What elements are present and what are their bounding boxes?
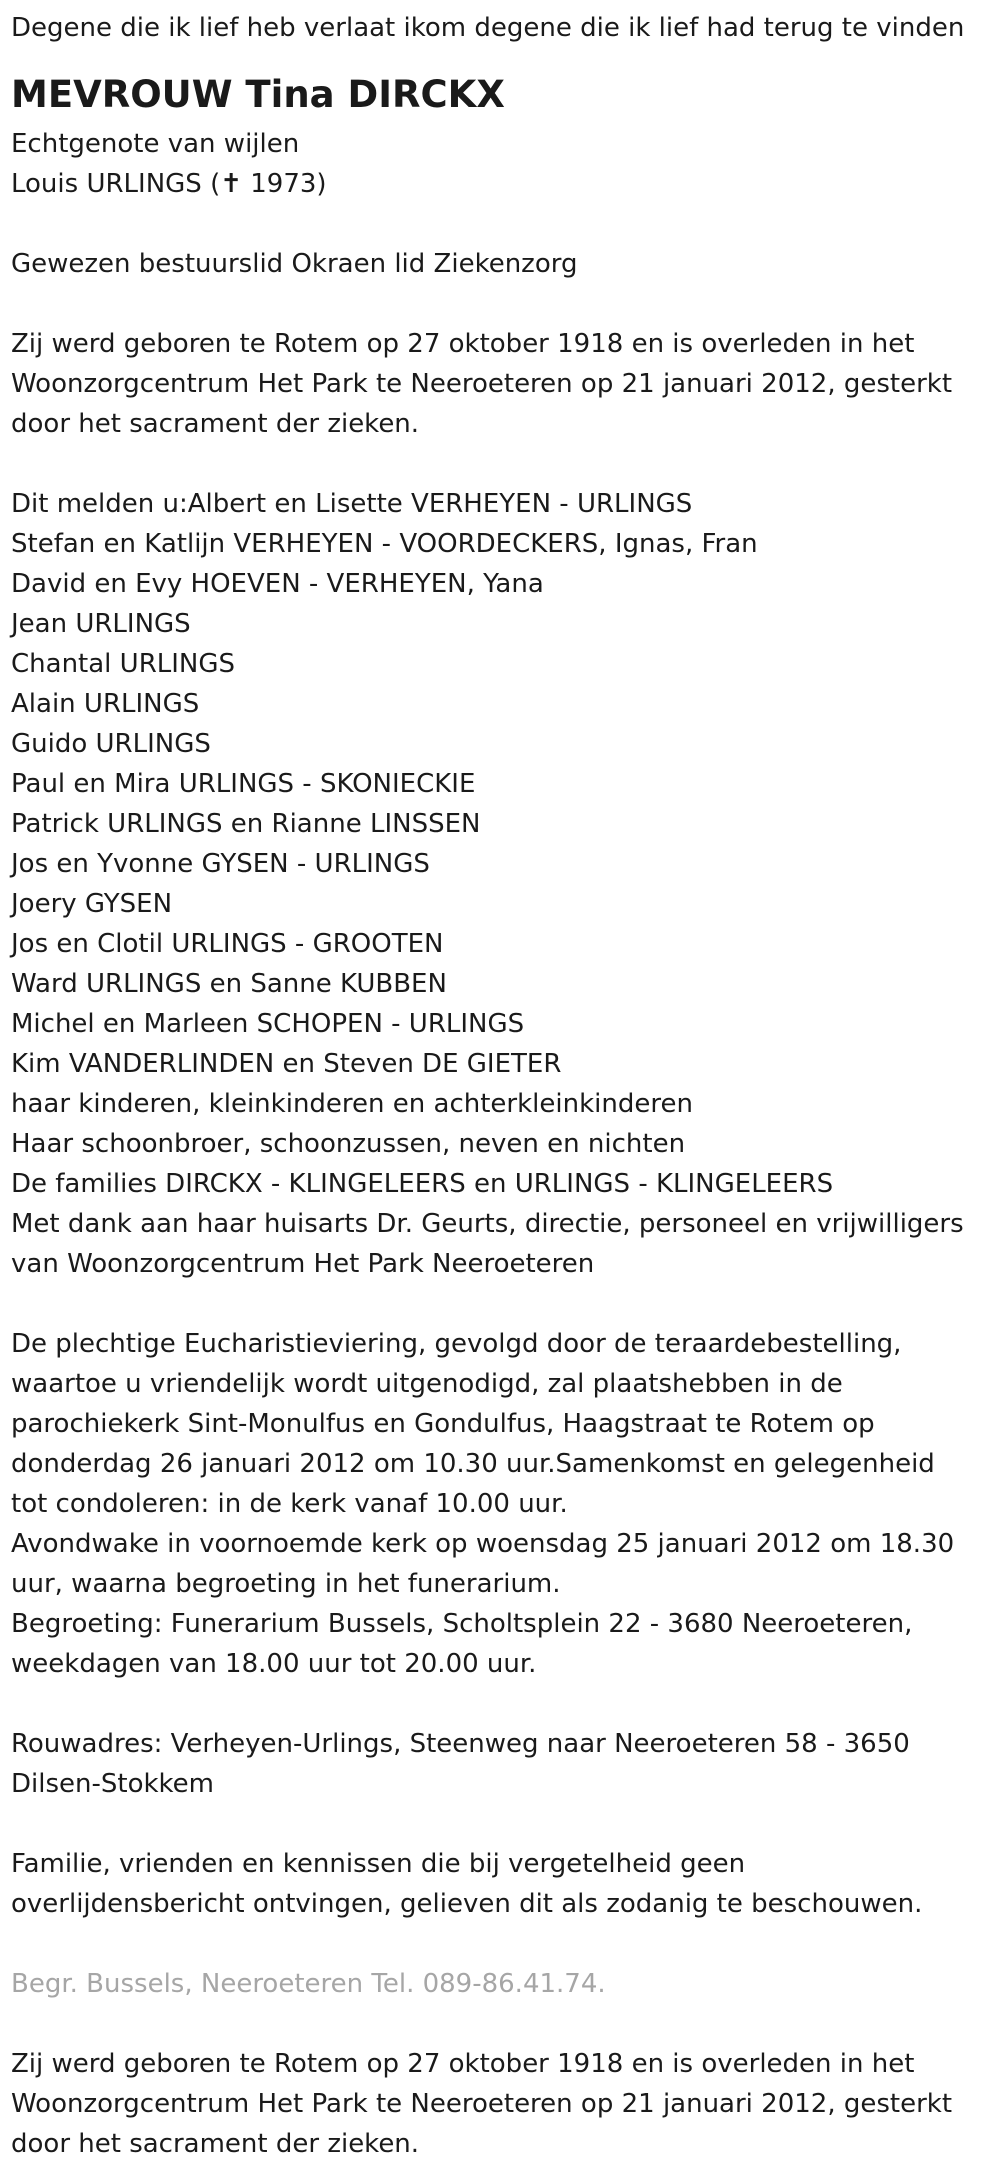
notice-paragraph bbox=[11, 1844, 996, 1924]
paragraph-line: door het sacrament der zieken. bbox=[11, 409, 420, 439]
spacer bbox=[11, 444, 996, 484]
list-item: Jos en Clotil URLINGS - GROOTEN bbox=[11, 929, 444, 959]
list-item: Jean URLINGS bbox=[11, 609, 191, 639]
paragraph-line: tot condoleren: in de kerk vanaf 10.00 uur. bbox=[11, 1489, 568, 1519]
paragraph-line: Begroeting: Funerarium Bussels, Scholtsplein 22 - 3680 Neeroeteren, bbox=[11, 1609, 913, 1639]
spacer bbox=[11, 204, 996, 244]
role-line: Gewezen bestuurslid Okraen lid Ziekenzorg bbox=[11, 249, 578, 279]
list-item: Ward URLINGS en Sanne KUBBEN bbox=[11, 969, 447, 999]
spouse-line: Echtgenote van wijlen bbox=[11, 129, 300, 159]
list-item: Michel en Marleen SCHOPEN - URLINGS bbox=[11, 1009, 525, 1039]
address-paragraph bbox=[11, 1724, 996, 1804]
list-item: Dit melden u:Albert en Lisette VERHEYEN - URLINGS bbox=[11, 489, 693, 519]
paragraph-line: parochiekerk Sint-Monulfus en Gondulfus, Haagstraat te Rotem op bbox=[11, 1409, 875, 1439]
spacer bbox=[11, 1684, 996, 1724]
paragraph-line: waartoe u vriendelijk wordt uitgenodigd, zal plaatshebben in de bbox=[11, 1369, 843, 1399]
spacer bbox=[11, 1804, 996, 1844]
list-item: haar kinderen, kleinkinderen en achterkleinkinderen bbox=[11, 1089, 693, 1119]
list-item: van Woonzorgcentrum Het Park Neeroeteren bbox=[11, 1249, 595, 1279]
spouse-line: Louis URLINGS (✝ 1973) bbox=[11, 169, 327, 199]
ceremony-paragraph bbox=[11, 1324, 996, 1684]
paragraph-line: door het sacrament der zieken. bbox=[11, 2129, 420, 2159]
paragraph-line: De plechtige Eucharistieviering, gevolgd door de teraardebestelling, bbox=[11, 1329, 902, 1359]
list-item: Met dank aan haar huisarts Dr. Geurts, directie, personeel en vrijwilligers bbox=[11, 1209, 964, 1239]
list-item: Joery GYSEN bbox=[11, 889, 173, 919]
spacer bbox=[11, 1284, 996, 1324]
paragraph-line: Dilsen-Stokkem bbox=[11, 1769, 214, 1799]
list-item: Haar schoonbroer, schoonzussen, neven en nichten bbox=[11, 1129, 686, 1159]
list-item: Stefan en Katlijn VERHEYEN - VOORDECKERS, Ignas, Fran bbox=[11, 529, 758, 559]
paragraph-line: Zij werd geboren te Rotem op 27 oktober 1918 en is overleden in het bbox=[11, 329, 915, 359]
list-item: David en Evy HOEVEN - VERHEYEN, Yana bbox=[11, 569, 544, 599]
paragraph-line: donderdag 26 januari 2012 om 10.30 uur.Samenkomst en gelegenheid bbox=[11, 1449, 935, 1479]
list-item: Paul en Mira URLINGS - SKONIECKIE bbox=[11, 769, 476, 799]
obituary-notice bbox=[11, 8, 996, 2164]
announced-by-list bbox=[11, 484, 996, 1284]
paragraph-line: Avondwake in voornoemde kerk op woensdag 25 januari 2012 om 18.30 bbox=[11, 1529, 955, 1559]
paragraph-line: Woonzorgcentrum Het Park te Neeroeteren op 21 januari 2012, gesterkt bbox=[11, 2089, 953, 2119]
spacer bbox=[11, 2004, 996, 2044]
paragraph-line: uur, waarna begroeting in het funerarium. bbox=[11, 1569, 561, 1599]
birth-death-repeat-paragraph bbox=[11, 2044, 996, 2164]
birth-death-paragraph bbox=[11, 324, 996, 444]
motto: Degene die ik lief heb verlaat ikom degene die ik lief had terug te vinden bbox=[11, 13, 965, 43]
list-item: Chantal URLINGS bbox=[11, 649, 236, 679]
list-item: Patrick URLINGS en Rianne LINSSEN bbox=[11, 809, 481, 839]
funeral-home-line: Begr. Bussels, Neeroeteren Tel. 089-86.41.74. bbox=[11, 1969, 606, 1999]
list-item: Kim VANDERLINDEN en Steven DE GIETER bbox=[11, 1049, 562, 1079]
list-item: De families DIRCKX - KLINGELEERS en URLINGS - KLINGELEERS bbox=[11, 1169, 834, 1199]
list-item: Guido URLINGS bbox=[11, 729, 211, 759]
deceased-name: MEVROUW Tina DIRCKX bbox=[11, 73, 505, 116]
paragraph-line: Woonzorgcentrum Het Park te Neeroeteren op 21 januari 2012, gesterkt bbox=[11, 369, 953, 399]
list-item: Alain URLINGS bbox=[11, 689, 200, 719]
paragraph-line: overlijdensbericht ontvingen, gelieven dit als zodanig te beschouwen. bbox=[11, 1889, 923, 1919]
list-item: Jos en Yvonne GYSEN - URLINGS bbox=[11, 849, 430, 879]
paragraph-line: Rouwadres: Verheyen-Urlings, Steenweg naar Neeroeteren 58 - 3650 bbox=[11, 1729, 910, 1759]
spacer bbox=[11, 1924, 996, 1964]
paragraph-line: Familie, vrienden en kennissen die bij vergetelheid geen bbox=[11, 1849, 746, 1879]
spacer bbox=[11, 284, 996, 324]
paragraph-line: Zij werd geboren te Rotem op 27 oktober 1918 en is overleden in het bbox=[11, 2049, 915, 2079]
paragraph-line: weekdagen van 18.00 uur tot 20.00 uur. bbox=[11, 1649, 537, 1679]
